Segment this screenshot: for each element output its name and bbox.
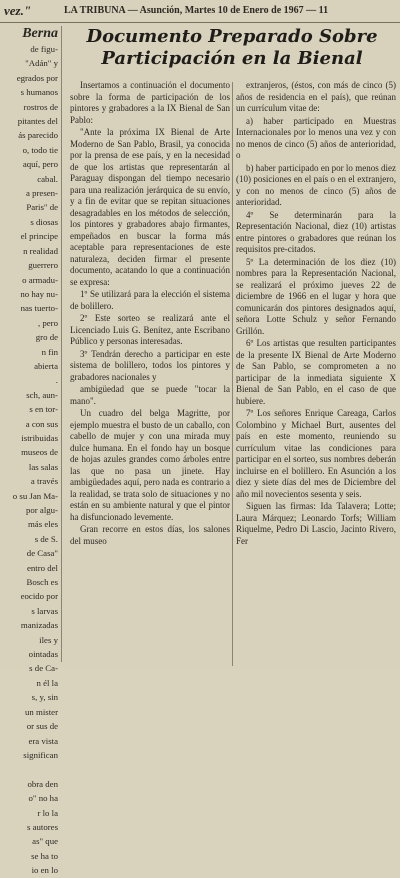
fragment-headline: Berna — [22, 26, 58, 41]
article-paragraph: ambigüedad que se puede "tocar la mano". — [70, 384, 230, 406]
article-paragraph: Insertamos a continuación el documento sobre la forma de participación de los pintores y grabadores a la IX Bienal de San Pablo: — [70, 80, 230, 125]
headline-line-1: Documento Preparado Sobre — [86, 26, 378, 47]
article-paragraph: 5º La determinación de los diez (10) nombres para la Representación Nacional, se realizará el próximo jueves 22 de diciembre de 1966 en el lugar y hora que comunicarán dos pintores designados aquí, señora Lotte Schulz y señor Fernando Grillón. — [236, 256, 396, 336]
left-column-fragment — [0, 26, 62, 876]
fragment-line: se ha to — [31, 850, 58, 861]
fragment-line: significan — [23, 749, 58, 760]
article-paragraph: "Ante la próxima IX Bienal de Arte Moderno de San Pablo, Brasil, ya conocida por la prensa de ese país, y en la necesidad de que los artistas que representarán al Paraguay dispongan del tiempo necesario para una realización jerárquica de su envío, y a fin de evitar que se repitan situaciones desagradables en los métodos de selección, los pintores y grabadores abajo firmantes, empeñados en buscar la forma más aceptable para representaciones de este naturaleza, deciden firmar el presente documento, acatando lo que a continuación se expresa: — [70, 127, 230, 287]
fragment-line: s larvas — [31, 605, 58, 616]
fragment-line: sch, aun- — [26, 389, 58, 400]
fragment-line: "Adán" y — [25, 58, 58, 69]
fragment-line: s autores — [26, 821, 58, 832]
fragment-line: s diosas — [30, 216, 58, 227]
article-paragraph: 7º Los señores Enrique Careaga, Carlos Colombino y Michael Burt, ausentes del país en este momento, reuniendo su currículum vitae las condiciones para participar en el sorteo, sus nombres deberán incluirse en el bolillero. En Asunción a los diez y siete días del mes de Diciembre del año mil novecientos sesenta y seis. — [236, 408, 396, 499]
fragment-line: or sus de — [26, 721, 58, 732]
fragment-line: era vista — [28, 735, 58, 746]
article-paragraph: 2º Este sorteo se realizará ante el Licenciado Luis G. Benítez, ante Escribano Público y personas interesadas. — [70, 313, 230, 346]
article-paragraph: Siguen las firmas: Ida Talavera; Lotte; Laura Márquez; Leonardo Torfs; William Riquelme, Pedro Di Lascio, Jacinto Rivero, Fer — [236, 501, 396, 546]
fragment-line: n él la — [36, 677, 58, 688]
article-column-2 — [236, 80, 396, 665]
fragment-line: cabal. — [37, 173, 58, 184]
article-paragraph: Gran recorre en estos días, los salones del museo — [70, 524, 230, 546]
headline-line-2: Participación en la Bienal — [101, 48, 363, 69]
fragment-line: istribuidas — [21, 432, 58, 443]
fragment-line: o, todo tie — [22, 144, 58, 155]
fragment-line: . — [55, 375, 58, 386]
fragment-line: s humanos — [20, 87, 58, 98]
fragment-line: de figu- — [30, 44, 58, 54]
fragment-line: guerrero — [28, 260, 58, 271]
fragment-line: un mister — [25, 706, 58, 717]
fragment-line: las salas — [28, 461, 58, 472]
fragment-line: manizadas — [20, 620, 58, 631]
fragment-line: ointadas — [28, 649, 58, 660]
fragment-line: obra den — [27, 778, 58, 789]
fragment-line: Bosch es — [26, 577, 58, 588]
fragment-line: Paris" de — [26, 202, 58, 213]
column-divider — [232, 82, 233, 666]
article-paragraph: 6º Los artistas que resulten participantes de la presente IX Bienal de Arte Moderno de San Pablo, se comprometen a no participar de la inmediata siguiente X Bienal de San Pablo, en el caso de que hubiere. — [236, 338, 396, 406]
fragment-line: s, y, sin — [31, 692, 58, 703]
fragment-line: rostros de — [23, 101, 58, 112]
fragment-line: s en tor- — [29, 404, 58, 415]
page-header — [0, 0, 400, 23]
article-headline — [68, 26, 396, 70]
fragment-line: eocido por — [20, 591, 58, 602]
fragment-line: el principe — [20, 231, 58, 242]
article-paragraph: extranjeros, (éstos, con más de cinco (5) años de residencia en el país), que reúnan un currículum vitae de: — [236, 80, 396, 113]
article-paragraph: Un cuadro del belga Magritte, por ejemplo muestra el busto de un caballo, con cabello de mujer y con una mirada muy dulce humana. En el fondo hay un bosque de hojas azules grandes como árboles entre las que no pasa un jinete. Hay ambigüedades aquí, pero nada es contrario a la realidad, se trata solo de situaciones y no están en su ambiente natural y que el pintor ha disfuncionado levemente. — [70, 408, 230, 522]
fragment-line: de Casa" — [26, 548, 58, 559]
masthead-line: LA TRIBUNA — Asunción, Martes 10 de Enero de 1967 — 11 — [64, 5, 329, 16]
fragment-line: n fin — [41, 346, 58, 357]
fragment-line: egrados por — [16, 72, 58, 83]
fragment-line: no hay nu- — [20, 288, 58, 299]
fragment-line: ás parecido — [18, 130, 58, 141]
fragment-line: as" que — [32, 836, 58, 847]
fragment-line: , pero — [37, 317, 58, 328]
fragment-line: o armadu- — [22, 274, 58, 285]
fragment-line: a presen- — [26, 188, 58, 199]
fragment-line: museos de — [21, 447, 58, 458]
fragment-line: abierta — [34, 360, 58, 371]
fragment-line: aquí, pero — [22, 159, 58, 170]
fragment-line: r lo la — [37, 807, 58, 818]
fragment-lines — [0, 42, 58, 878]
article-paragraph: 3º Tendrán derecho a participar en este sistema de bolillero, todos los pintores y grabadores nacionales y — [70, 348, 230, 382]
fragment-line: entro del — [26, 562, 58, 573]
fragment-line: o su Jan Ma- — [12, 490, 58, 501]
fragment-line: iles y — [39, 634, 58, 645]
article-paragraph: b) haber participado en por lo menos diez (10) posiciones en el país o en el extranjero, y con no menos de cinco (5) años de anterioridad. — [236, 162, 396, 207]
fragment-line: n realidad — [23, 245, 58, 256]
fragment-line: a través — [30, 476, 58, 487]
fragment-line: s de Ca- — [29, 663, 58, 674]
fragment-line: s de S. — [34, 533, 58, 544]
fragment-line: más eles — [27, 519, 58, 530]
fragment-line — [0, 762, 58, 776]
fragment-line: por algu- — [25, 505, 58, 515]
fragment-line: pitantes del — [17, 116, 58, 127]
header-left-fragment: vez." — [4, 3, 32, 18]
article-paragraph: 1º Se utilizará para la elección el sistema de bolillero. — [70, 289, 230, 311]
article-paragraph: 4º Se determinarán para la Representación Nacional, diez (10) artistas entre pintores o grabadores que reúnan los requisitos pre-citados. — [236, 209, 396, 254]
fragment-line: io en lo — [31, 865, 58, 876]
fragment-line: nas tuerto- — [20, 303, 58, 314]
fragment-line: a con sus — [25, 418, 58, 429]
fragment-line: gro de — [35, 332, 58, 343]
article-paragraph: a) haber participado en Muestras Internacionales por lo menos una vez y con no menos de cinco (5) años de anterioridad, o — [236, 115, 396, 160]
article-column-1 — [70, 80, 230, 665]
fragment-line: o" no ha — [28, 793, 58, 804]
